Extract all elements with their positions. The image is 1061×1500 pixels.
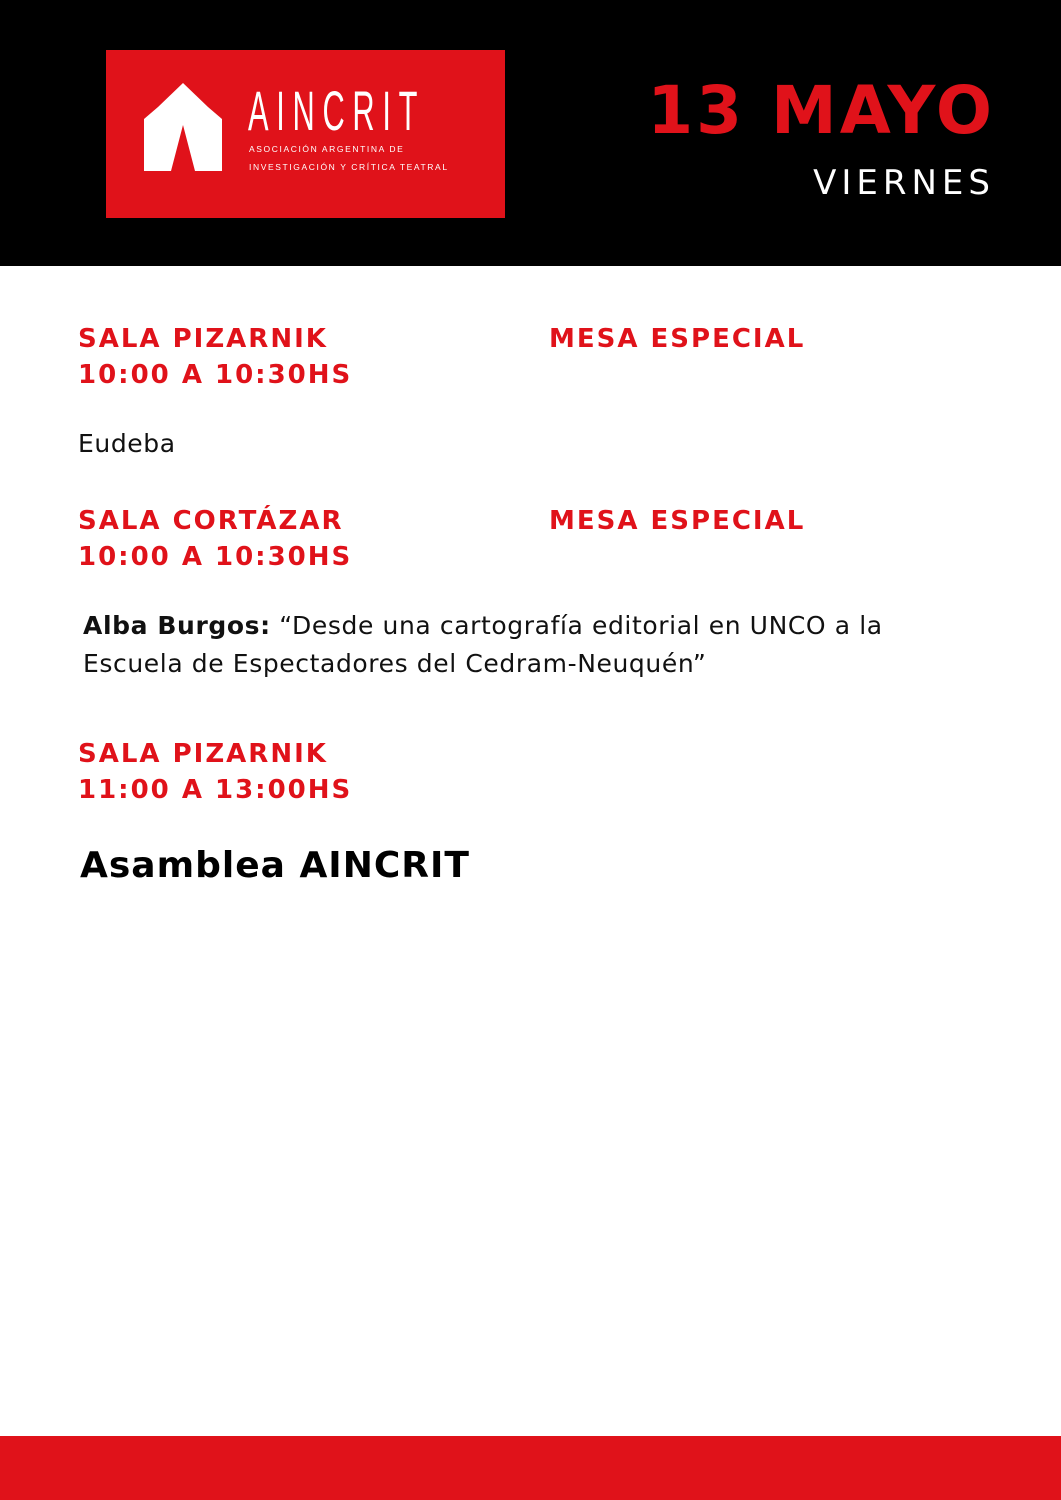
logo-name: AINCRIT [248, 79, 426, 142]
logo-subtitle-1: ASOCIACIÓN ARGENTINA DE [249, 144, 405, 154]
logo-subtitle-2: INVESTIGACIÓN Y CRÍTICA TEATRAL [249, 162, 449, 172]
aincrit-logo [106, 50, 505, 218]
session-2-time: 10:00 A 10:30HS [78, 542, 353, 572]
session-1-content: Eudeba [78, 429, 176, 458]
tent-icon [144, 83, 222, 171]
session-3-time: 11:00 A 13:00HS [78, 775, 353, 805]
session-2-type: MESA ESPECIAL [549, 506, 806, 536]
header [0, 0, 1061, 266]
talk-title-2: Escuela de Espectadores del Cedram-Neuquén” [83, 649, 707, 678]
footer-bar [0, 1436, 1061, 1500]
session-1-time: 10:00 A 10:30HS [78, 360, 353, 390]
event-day: VIERNES [813, 163, 995, 203]
session-1-type: MESA ESPECIAL [549, 324, 806, 354]
speaker-name: Alba Burgos: [83, 611, 271, 640]
event-date: 13 MAYO [647, 72, 995, 149]
talk-title-1: “Desde una cartografía editorial en UNCO a la [270, 611, 883, 640]
session-2-room: SALA CORTÁZAR [78, 506, 344, 536]
session-2-content [83, 607, 883, 683]
session-3-room: SALA PIZARNIK [78, 739, 328, 769]
session-3-content: Asamblea AINCRIT [80, 845, 470, 886]
session-1-room: SALA PIZARNIK [78, 324, 328, 354]
